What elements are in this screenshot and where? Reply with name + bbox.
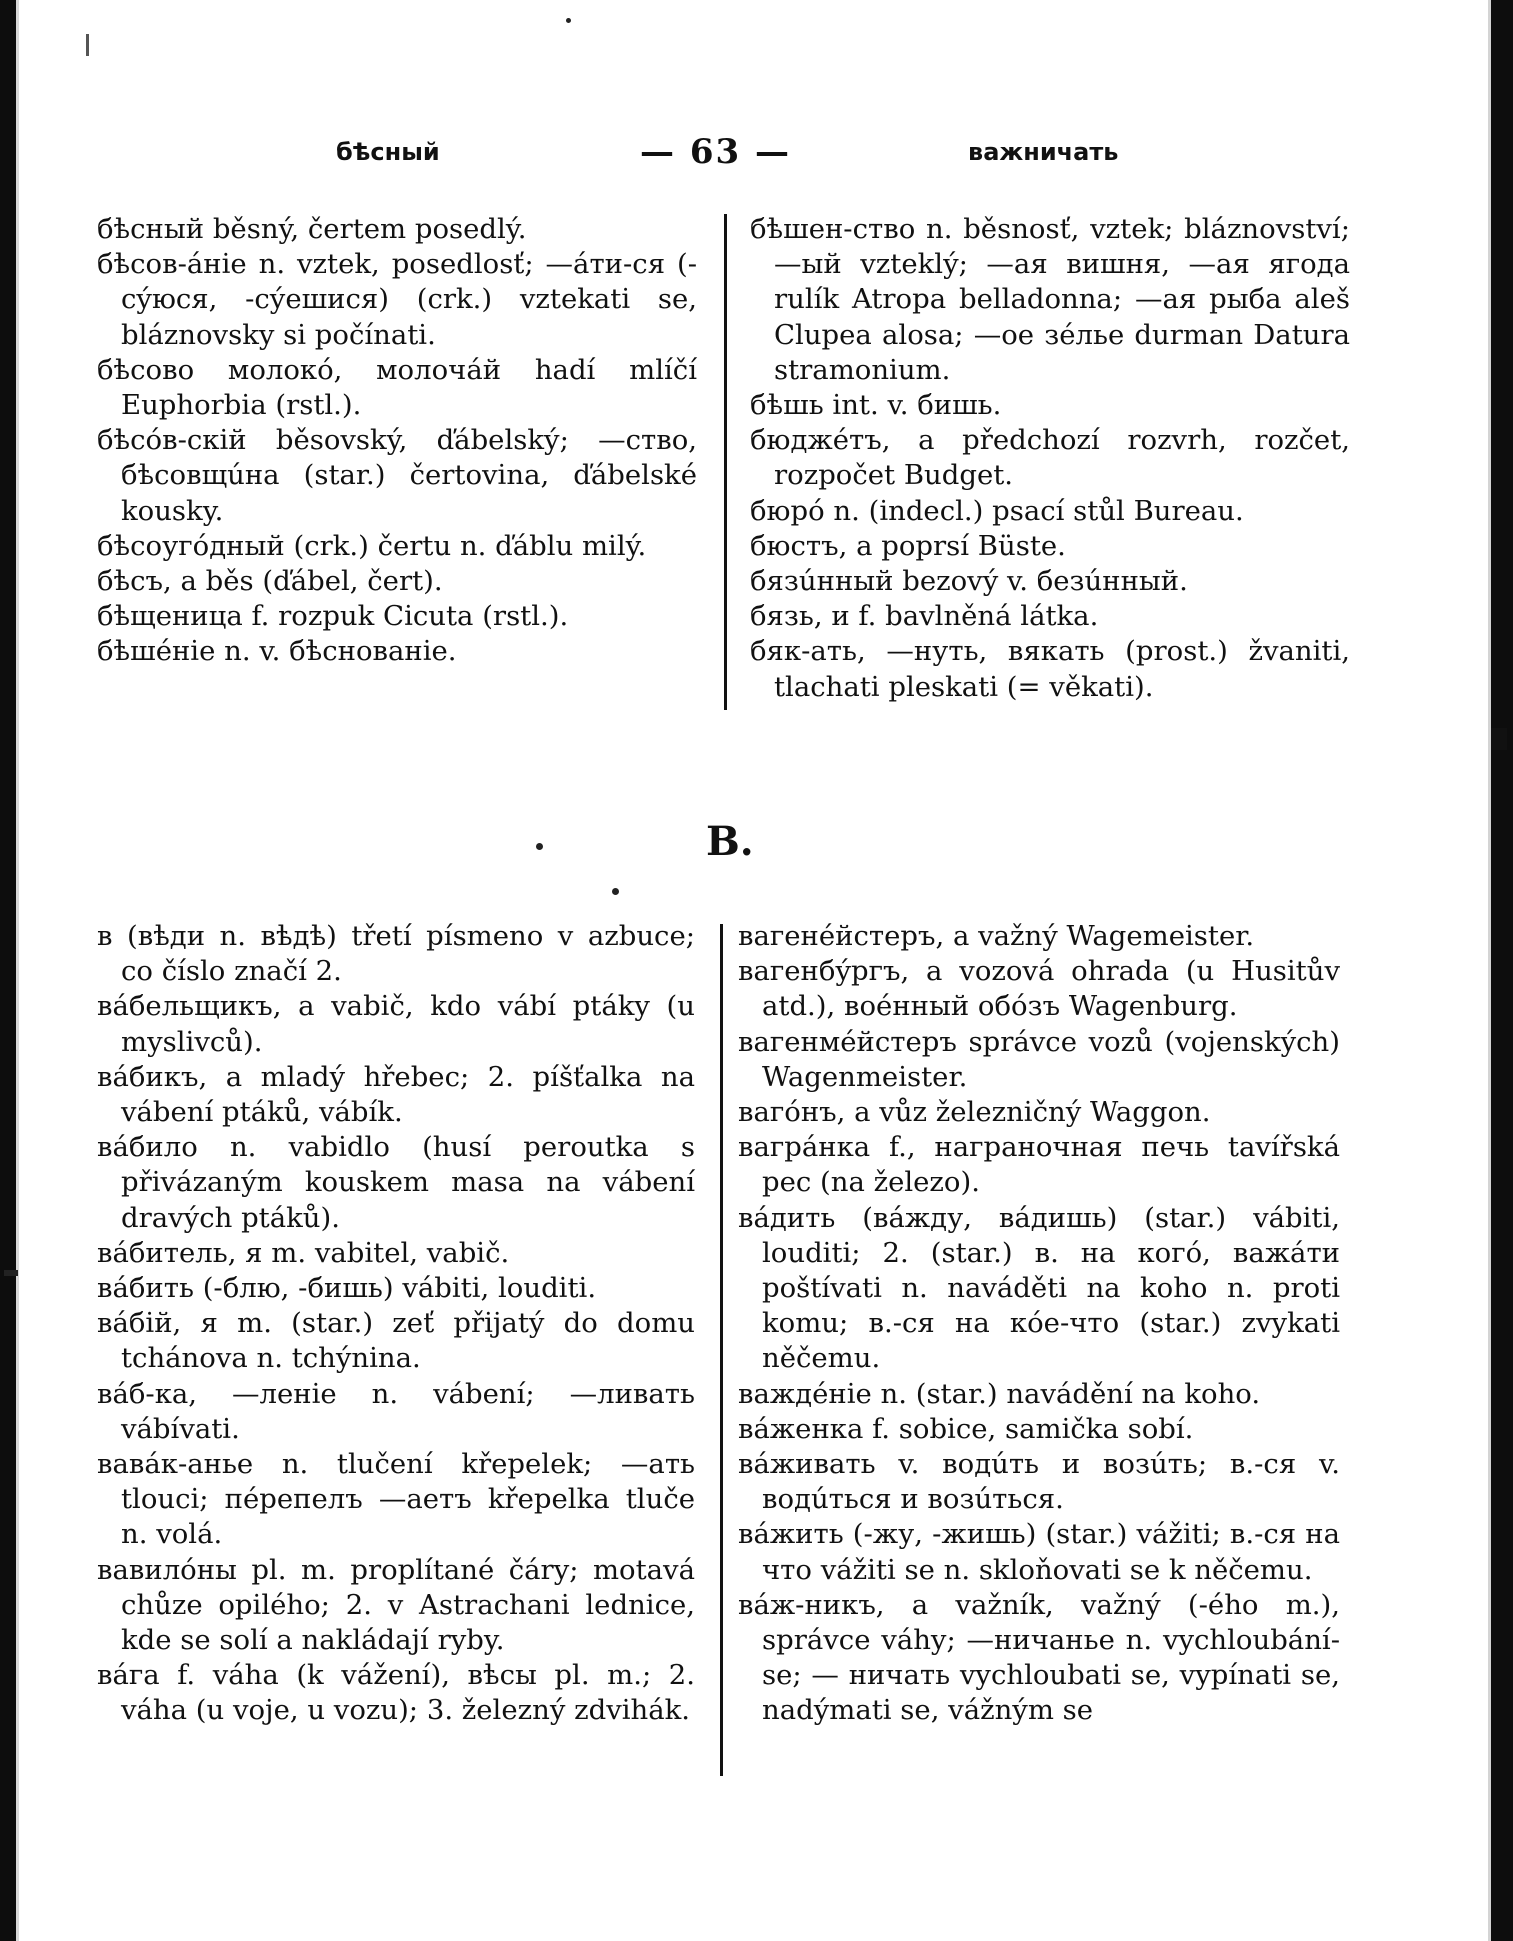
page-header [80, 134, 1440, 174]
dictionary-entry: бѣшéніе n. v. бѣснованіе. [97, 635, 457, 668]
gutter-line-left [16, 0, 19, 1941]
dictionary-entry: бѣсово молокó, молочáй hadí mlíčí Euphorbia (rstl.). [97, 353, 697, 422]
dictionary-entry: вагенмéйстеръ správce vozů (vojenských) Wagenmeister. [738, 1025, 1340, 1093]
dictionary-entry: важдéніе n. (star.) navádění na koho. [738, 1377, 1261, 1410]
page-number: — 63 — [640, 132, 791, 172]
dictionary-entry: вагрáнка f., награночная печь tavířská pec (na železo). [738, 1131, 1340, 1199]
dictionary-entry: вáбило n. vabidlo (husí peroutka s přivázaným kouskem masa na vábení dravých ptáků). [97, 1131, 695, 1234]
scan-border-left [0, 0, 16, 1941]
scan-speck [566, 18, 571, 23]
header-first-headword: бѣсный [336, 138, 440, 166]
dictionary-entry: вáб-ка, —леніе n. vábení; —ливать vábívati. [97, 1377, 695, 1445]
header-last-headword: важничать [968, 138, 1119, 166]
dictionary-entry: бѣсоугóдный (crk.) čertu n. ďáblu milý. [97, 529, 647, 562]
dictionary-entry: бязь, и f. bavlněná látka. [750, 600, 1099, 633]
dictionary-entry: бѣшь int. v. бишь. [750, 389, 1002, 422]
dictionary-entry: вáбитель, я m. vabitel, vabič. [97, 1236, 510, 1269]
dictionary-entry: бюджéтъ, а předchozí rozvrh, rozčet, rozpočet Budget. [750, 424, 1350, 492]
dictionary-entry: бязúнный bezový v. безúнный. [750, 565, 1188, 598]
dictionary-entry: в (вѣди n. вѣдѣ) třetí písmeno v azbuce; co číslo značí 2. [97, 920, 695, 988]
dictionary-entry: бюстъ, а poprsí Büste. [750, 529, 1066, 562]
dictionary-entry: вáдить (вáжду, вáдишь) (star.) vábiti, louditi; 2. (star.) в. на когó, важáти poštívati n. naváděti na koho n. proti komu; в.-ся на кóе-что (star.) zvykati něčemu. [738, 1201, 1340, 1375]
column-top-left [97, 212, 697, 670]
dictionary-entry: вагенбýргъ, а vozová ohrada (u Husitův atd.), воéнный обóзъ Wagenburg. [738, 955, 1340, 1023]
dictionary-entry: вáжить (-жу, -жишь) (star.) vážiti; в.-ся на что vážiti se n. skloňovati se k něčemu. [738, 1518, 1340, 1586]
column-divider [724, 214, 727, 710]
dictionary-entry: вавилóны pl. m. proplítané čáry; motavá chůze opilého; 2. v Astrachani lednice, kde se solí a nakládají ryby. [97, 1553, 695, 1657]
dictionary-entry: вагенéйстеръ, а važný Wagemeister. [738, 920, 1255, 952]
column-bottom-right [738, 919, 1340, 1729]
scan-border-right [1491, 0, 1513, 1941]
scan-artifact [4, 1270, 18, 1276]
dictionary-entry: вáбить (-блю, -бишь) vábiti, louditi. [97, 1272, 597, 1305]
dictionary-entry: вáга f. váha (k vážení), вѣсы pl. m.; 2. váha (u voje, u vozu); 3. železný zdvihák. [97, 1659, 695, 1727]
dictionary-entry: вáбій, я m. (star.) zeť přijatý do domu tchánova n. tchýnina. [97, 1307, 695, 1375]
dictionary-entry: вавáк-анье n. tlučení křepelek; —ать tlouci; пéрепелъ —аетъ křepelka tluče n. volá. [97, 1448, 695, 1551]
scan-artifact [1491, 728, 1507, 750]
dictionary-entry: вáженка f. sobice, samička sobí. [738, 1412, 1194, 1445]
decorative-dot [536, 843, 543, 850]
decorative-dot [612, 888, 619, 895]
dictionary-entry: вáбельщикъ, а vabič, kdo vábí ptáky (u myslivců). [97, 990, 695, 1058]
dictionary-entry: бѣсъ, а běs (ďábel, čert). [97, 565, 443, 598]
column-bottom-left [97, 919, 695, 1729]
dictionary-entry: вагóнъ, а vůz železničný Waggon. [738, 1096, 1211, 1129]
scan-artifact [86, 34, 89, 56]
dictionary-entry: вáживать v. водúть и возúть; в.-ся v. водúться и возúться. [738, 1448, 1340, 1516]
column-top-right [750, 212, 1350, 705]
dictionary-entry: бѣсов-áніе n. vztek, posedlosť; —áти-ся (-сýюся, -сýешися) (crk.) vztekati se, bláznovsky si počínati. [97, 248, 697, 351]
column-divider [720, 924, 723, 1776]
dictionary-entry: бѣшен-ство n. běsnosť, vztek; bláznovství; —ый vzteklý; —ая вишня, —ая ягода rulík Atropa belladonna; —ая рыба aleš Clupea alosa; —ое зéлье durman Datura stramonium. [750, 213, 1350, 386]
dictionary-entry: бѣсóв-скій běsovský, ďábelský; —ство, бѣсовщúна (star.) čertovina, ďábelské kousky. [97, 424, 697, 527]
section-heading: B. [706, 818, 754, 865]
dictionary-entry: бѣщеница f. rozpuk Cicuta (rstl.). [97, 600, 569, 633]
dictionary-entry: вáбикъ, а mladý hřebec; 2. píšťalka na vábení ptáků, vábík. [97, 1060, 695, 1129]
dictionary-entry: бюрó n. (indecl.) psací stůl Bureau. [750, 494, 1244, 527]
dictionary-entry: бяк-ать, —нуть, вякать (prost.) žvaniti, tlachati pleskati (= věkati). [750, 635, 1350, 703]
dictionary-entry: бѣсный běsný, čertem posedlý. [97, 213, 527, 245]
dictionary-entry: вáж-никъ, а važník, važný (-ého m.), správce váhy; —ничанье n. vychloubání-se; — ничать vychloubati se, vypínati se, nadýmati se, vážným se [738, 1588, 1340, 1727]
